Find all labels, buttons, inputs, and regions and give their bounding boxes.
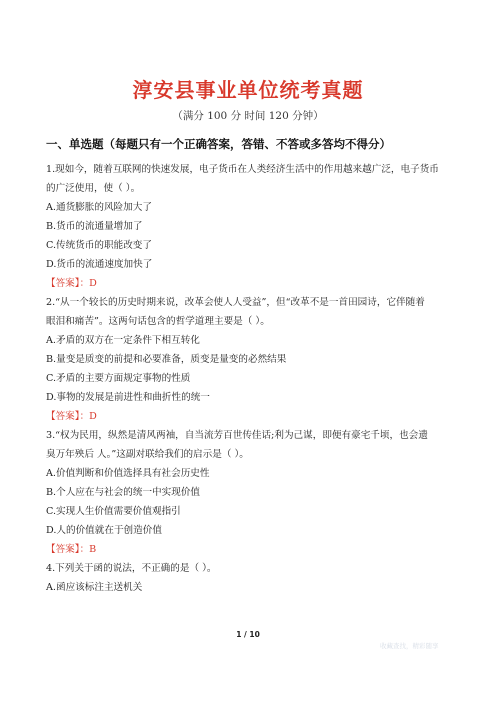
question-2-option-d: D.事物的发展是前进性和曲折性的统一: [46, 392, 210, 403]
question-1-option-c: C.传统货币的职能改变了: [46, 240, 152, 251]
question-3-option-b: B.个人应在与社会的统一中实现价值: [46, 487, 201, 498]
document-title: 淳安县事业单位统考真题: [132, 78, 364, 102]
question-1-line-2: 的广泛使用，使（ ）。: [46, 183, 141, 194]
question-3-option-d: D.人的价值就在于创造价值: [46, 525, 162, 536]
question-4-line-1: 4.下列关于函的说法，不正确的是（ ）。: [46, 563, 217, 574]
question-2-option-c: C.矛盾的主要方面规定事物的性质: [46, 373, 191, 384]
question-1-line-1: 1.现如今，随着互联网的快速发展，电子货币在人类经济生活中的作用越来越广泛，电子货币: [46, 164, 439, 175]
question-3-option-c: C.实现人生价值需要价值观指引: [46, 506, 181, 517]
question-1-option-a: A.通货膨胀的风险加大了: [46, 202, 152, 213]
question-1-answer: 【答案】：D: [46, 278, 97, 289]
question-2-line-2: 眼泪和痛苦”。这两句话包含的哲学道理主要是（ ）。: [46, 316, 270, 327]
watermark-text: 收藏查找，精彩随享: [380, 642, 439, 650]
question-2-option-a: A.矛盾的双方在一定条件下相互转化: [46, 335, 200, 346]
question-2-line-1: 2.“从一个较长的历史时期来说，改革会使人人受益”，但“改革不是一首田园诗，它伴随着: [46, 297, 425, 308]
question-3-answer: 【答案】：B: [46, 544, 97, 555]
section-heading: 一、单选题（每题只有一个正确答案，答错、不答或多答均不得分）: [46, 137, 391, 151]
document-subtitle: （满分 100 分 时间 120 分钟）: [172, 110, 324, 122]
question-4-option-a: A.函应该标注主送机关: [46, 582, 143, 593]
question-3-line-2: 臭万年殃后 人。”这副对联给我们的启示是（ ）。: [46, 449, 249, 460]
question-2-option-b: B.量变是质变的前提和必要准备，质变是量变的必然结果: [46, 354, 287, 365]
question-3-line-1: 3.“权为民用，纵然是清风两袖，自当流芳百世传佳话;利为己谋，即便有豪宅千顷，也会遗: [46, 430, 428, 441]
question-2-answer: 【答案】：D: [46, 411, 97, 422]
page-number: 1 / 10: [236, 630, 260, 639]
question-1-option-d: D.货币的流通速度加快了: [46, 259, 153, 270]
question-1-option-b: B.货币的流通量增加了: [46, 221, 143, 232]
question-3-option-a: A.价值判断和价值选择具有社会历史性: [46, 468, 210, 479]
